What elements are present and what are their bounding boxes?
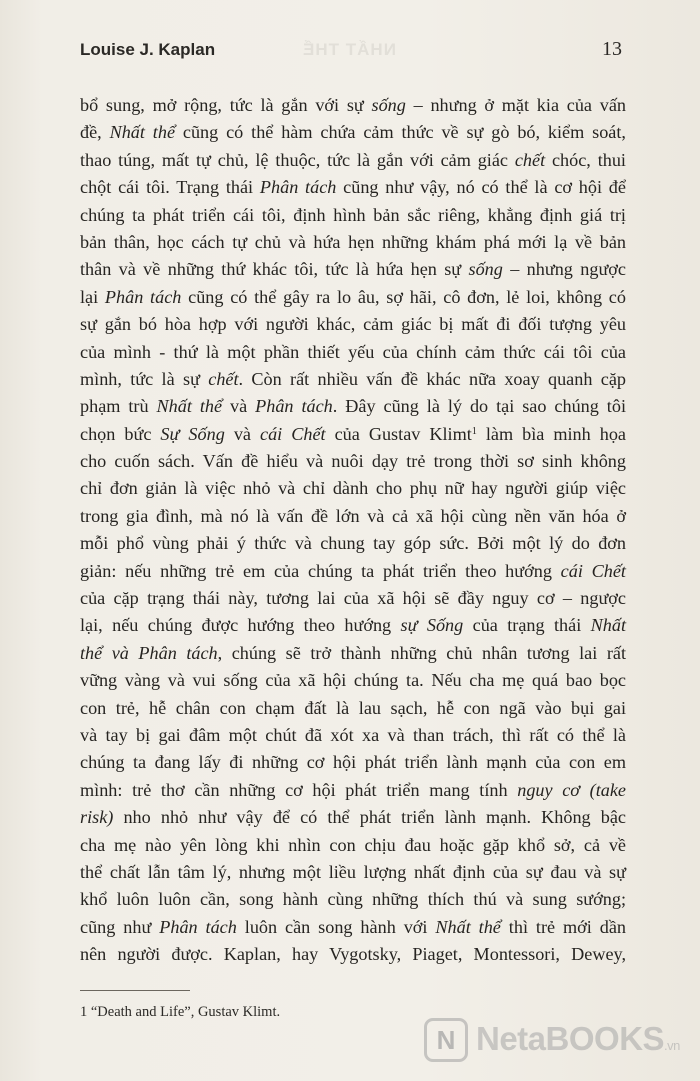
italic-text: sống <box>468 259 503 280</box>
italic-text: sống <box>371 95 406 115</box>
text-run: trong gia đình, mà nó là vấn đề lớn và cả xã hội cùng nền văn hóa ở <box>80 505 626 526</box>
text-run: chúng ta đang lấy đi những cơ hội phát triển lành mạnh của con em <box>80 752 626 773</box>
text-line <box>80 339 626 366</box>
text-line <box>80 229 626 256</box>
text-run: chọn bức <box>80 423 161 444</box>
text-run: mình: trẻ thơ cần những cơ hội phát triển mang tính <box>80 779 518 800</box>
text-run: – nhưng ở mặt kia của vấn <box>405 95 626 115</box>
text-run: chúng ta phát triển cái tôi, định hình bản sắc riêng, khẳng định giá trị <box>80 204 626 225</box>
text-run: sự gắn bó hòa hợp với người khác, cảm giác bị mất đi đối tượng yêu <box>80 314 626 335</box>
text-line <box>80 914 626 941</box>
text-run: của trạng thái <box>463 615 591 636</box>
italic-text: Phân tách <box>104 286 182 307</box>
text-line <box>80 558 626 585</box>
text-run: – nhưng ngược <box>502 259 626 280</box>
text-run: cũng có thể gây ra lo âu, sợ hãi, cô đơn, lẻ loi, không có <box>181 286 626 307</box>
italic-text: Phân tách <box>159 916 237 937</box>
text-line <box>80 311 626 338</box>
text-line <box>80 393 626 420</box>
text-run: . Đây cũng là lý do tại sao chúng tôi <box>332 396 626 417</box>
text-line <box>80 859 626 886</box>
text-line <box>80 695 626 722</box>
italic-text: Nhất thể <box>156 396 223 417</box>
text-line <box>80 749 626 776</box>
italic-text: chết <box>514 149 546 170</box>
publisher-watermark <box>424 1014 694 1070</box>
text-run: và tay bị gai đâm một chút đã xót xa và than trách, thì rất có thể là <box>80 724 626 745</box>
watermark-suffix: .vn <box>664 1038 680 1053</box>
text-run: thao túng, mất tự chủ, lệ thuộc, tức là gắn với cảm giác <box>80 149 515 170</box>
text-run: của mình - thứ là một phần thiết yếu của chính cảm thức cái tôi của <box>80 341 626 362</box>
text-run: bổ sung, mở rộng, tức là gắn với sự <box>80 95 372 115</box>
text-line <box>80 777 626 804</box>
text-line <box>80 585 626 612</box>
italic-text: cái Chết <box>560 560 626 581</box>
italic-text: Nhất thể <box>109 122 176 143</box>
text-run: lại <box>80 286 105 307</box>
text-run: và <box>222 396 256 417</box>
text-run: . Còn rất nhiều vấn đề khác nữa xoay quanh cặp <box>238 368 626 389</box>
text-line <box>80 503 626 530</box>
text-run: chột cái tôi. Trạng thái <box>80 177 260 198</box>
text-line <box>80 92 626 119</box>
text-line <box>80 284 626 311</box>
italic-text: Phân tách <box>259 177 337 198</box>
text-line <box>80 147 626 174</box>
footnote-marker: 1 <box>471 425 477 437</box>
text-run: nên người được. Kaplan, hay Vygotsky, Piaget, Montessori, Dewey, <box>80 944 626 965</box>
text-line <box>80 612 626 639</box>
text-line <box>80 722 626 749</box>
text-run: phạm trù <box>80 396 157 417</box>
text-line <box>80 804 626 831</box>
text-line <box>80 941 626 968</box>
italic-text: Nhất <box>590 615 626 636</box>
footnote: 1 “Death and Life”, Gustav Klimt. <box>80 1004 281 1020</box>
text-line <box>80 174 626 201</box>
text-line <box>80 366 626 393</box>
text-run: thân và về những thứ khác tôi, tức là hứa hẹn sự <box>80 259 469 280</box>
text-run: con trẻ, hễ chân con chạm đất là lau sạch, hễ con ngã vào bụi gai <box>80 697 626 718</box>
netabooks-logo-icon: N <box>424 1018 468 1062</box>
text-run: đề, <box>80 122 110 143</box>
text-run: chóc, thui <box>545 149 626 170</box>
text-line <box>80 640 626 667</box>
text-line <box>80 119 626 146</box>
watermark-brand <box>476 1020 680 1058</box>
text-run: thể chất lẫn tâm lý, nhưng một liều lượng nhất định của sự đau và sự <box>80 861 626 882</box>
running-header-author: Louise J. Kaplan <box>80 40 216 59</box>
body-paragraph <box>80 92 626 969</box>
page-number: 13 <box>602 38 622 60</box>
text-line <box>80 448 626 475</box>
italic-text: nguy cơ (take <box>517 779 626 800</box>
text-run: bản thân, học cách tự chủ và hứa hẹn những khám phá mới lạ về bản <box>80 231 626 252</box>
text-run: mỗi phổ vùng phải ý thức và chung tay góp sức. Bởi một lý do đơn <box>80 533 626 554</box>
text-run: khổ luôn luôn cần, song hành cùng những thích thú và sung sướng; <box>80 889 626 910</box>
text-run: làm bìa minh họa <box>476 423 626 444</box>
italic-text: thể và Phân tách <box>80 642 218 663</box>
text-run: giản: nếu những trẻ em của chúng ta phát triển theo hướng <box>80 560 561 581</box>
text-run: chỉ đơn giản là việc nhỏ và chỉ dành cho phụ nữ hay người giúp việc <box>80 478 626 499</box>
text-run: cũng như vậy, nó có thể là cơ hội để <box>336 177 626 198</box>
italic-text: Sự Sống <box>160 423 225 444</box>
text-line <box>80 421 626 448</box>
text-line <box>80 475 626 502</box>
text-line <box>80 530 626 557</box>
text-line <box>80 202 626 229</box>
italic-text: chết <box>208 368 239 389</box>
text-run: cũng như <box>80 916 160 937</box>
text-line <box>80 886 626 913</box>
italic-text: sự Sống <box>400 615 464 636</box>
text-run: cũng có thể hàm chứa cảm thức về sự gò bó, kiểm soát, <box>175 122 626 143</box>
italic-text: risk) <box>80 807 114 828</box>
text-run: cha mẹ nào yên lòng khi nhìn con chịu đau hoặc gặp khổ sở, cả về <box>80 834 626 855</box>
text-run: mình, tức là sự <box>80 368 209 389</box>
text-line <box>80 832 626 859</box>
text-run: cho cuốn sách. Vấn đề hiểu và nuôi dạy trẻ trong thời sơ sinh không <box>80 451 626 472</box>
text-run: thì trẻ mới dần <box>500 916 626 937</box>
text-run: luôn cần song hành với <box>236 916 436 937</box>
text-line <box>80 667 626 694</box>
italic-text: cái Chết <box>260 423 326 444</box>
italic-text: Nhất thể <box>435 916 501 937</box>
footnote-divider <box>80 990 190 991</box>
italic-text: Phân tách <box>255 396 333 417</box>
text-run: của Gustav Klimt <box>325 423 472 444</box>
bleed-through-text: NHẤT THỂ <box>302 40 396 59</box>
text-run: và <box>224 423 260 444</box>
watermark-brand-name: NetaBOOKS <box>476 1020 665 1057</box>
text-run: của cặp trạng thái này, tương lai của xã hội sẽ đầy nguy cơ – ngược <box>80 588 626 609</box>
text-run: , chúng sẽ trở thành những chủ nhân tương lai rất <box>217 642 626 663</box>
running-header <box>80 40 622 68</box>
text-run: lại, nếu chúng được hướng theo hướng <box>80 615 401 636</box>
text-run: nho nhỏ như vậy để có thể phát triển lành mạnh. Không bậc <box>113 807 626 828</box>
text-run: vững vàng và vui sống của xã hội chúng ta. Nếu cha mẹ quá bao bọc <box>80 670 626 691</box>
text-line <box>80 256 626 283</box>
